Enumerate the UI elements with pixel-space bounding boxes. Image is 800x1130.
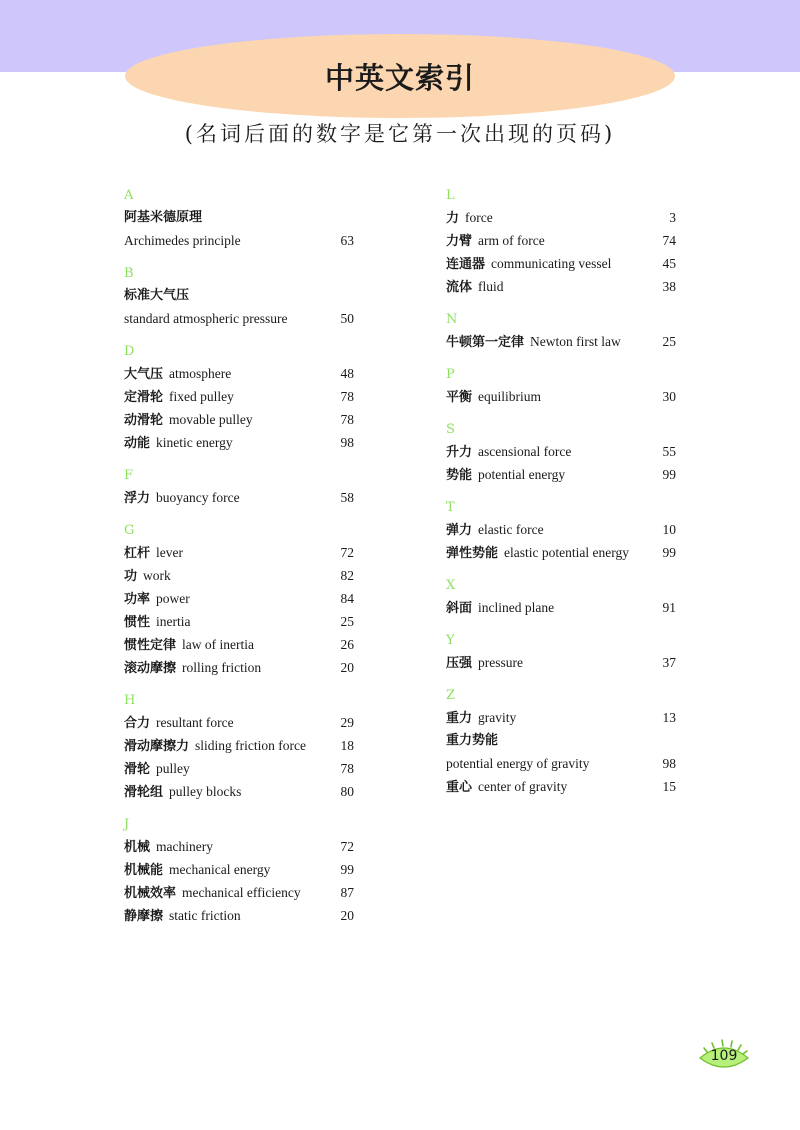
term-english: force (465, 210, 493, 225)
term-english: mechanical efficiency (182, 885, 301, 900)
section-letter: F (124, 468, 134, 483)
term-chinese: 杠杆 (124, 546, 151, 561)
index-entry (446, 752, 676, 775)
term-chinese: 浮力 (124, 491, 151, 506)
index-entry (446, 385, 676, 408)
page-ref: 98 (340, 435, 354, 450)
index-section (446, 631, 676, 682)
page-ref: 50 (340, 311, 354, 326)
page-ref: 20 (340, 660, 354, 675)
entry-term (446, 518, 544, 542)
term-chinese: 惯性定律 (124, 638, 177, 653)
index-section (446, 365, 676, 416)
term-english: lever (156, 545, 183, 560)
index-entry (446, 729, 676, 752)
index-entry (124, 734, 354, 757)
index-entry (124, 541, 354, 564)
term-chinese: 机械能 (124, 863, 164, 878)
term-english: ascensional force (478, 444, 572, 459)
term-english: inertia (156, 614, 191, 629)
entry-term (446, 775, 567, 799)
entry-term (124, 206, 202, 229)
index-entry (124, 610, 354, 633)
term-english: atmosphere (169, 366, 232, 381)
entry-term (124, 541, 183, 565)
term-chinese: 惯性 (124, 615, 151, 630)
page-ref: 82 (340, 568, 354, 583)
index-entry (124, 757, 354, 780)
term-chinese: 重心 (446, 780, 473, 795)
page-ref: 29 (340, 715, 354, 730)
page-ref: 84 (340, 591, 354, 606)
term-chinese: 重力势能 (446, 733, 499, 748)
term-english: gravity (478, 710, 517, 725)
term-chinese: 功率 (124, 592, 151, 607)
term-english: equilibrium (478, 389, 542, 404)
term-chinese: 牛顿第一定律 (446, 335, 525, 350)
page-ref: 99 (662, 467, 676, 482)
page-ref: 25 (662, 334, 676, 349)
term-english: elastic potential energy (504, 545, 629, 560)
term-chinese: 重力 (446, 711, 473, 726)
term-english: sliding friction force (195, 738, 306, 753)
section-letter: L (446, 188, 455, 203)
page-ref: 26 (340, 637, 354, 652)
page-ref: 78 (340, 761, 354, 776)
section-letter: H (124, 693, 136, 708)
index-section (124, 186, 354, 260)
term-english: resultant force (156, 715, 234, 730)
section-letter: Z (446, 688, 456, 703)
term-chinese: 功 (124, 569, 138, 584)
index-entry (124, 656, 354, 679)
term-english: rolling friction (182, 660, 262, 675)
section-letter: T (446, 500, 455, 515)
entry-term (124, 362, 231, 386)
term-english: static friction (169, 908, 241, 923)
page-ref: 74 (662, 233, 676, 248)
index-entry (446, 596, 676, 619)
entry-term (124, 486, 240, 510)
page-subtitle: (名词后面的数字是它第一次出现的页码) (184, 122, 616, 146)
term-english: potential energy of gravity (446, 756, 590, 771)
page-ref: 99 (340, 862, 354, 877)
term-chinese: 静摩擦 (124, 909, 164, 924)
index-section (124, 691, 354, 811)
section-letter: N (446, 312, 458, 327)
index-entry (124, 229, 354, 252)
section-letter: X (446, 578, 456, 593)
term-english: arm of force (478, 233, 545, 248)
entry-term (446, 229, 545, 253)
term-chinese: 滑轮 (124, 762, 151, 777)
term-chinese: 弹性势能 (446, 546, 499, 561)
entry-term (124, 385, 234, 409)
index-section (124, 466, 354, 517)
term-chinese: 合力 (124, 716, 151, 731)
section-letter: Y (446, 633, 455, 648)
term-chinese: 动滑轮 (124, 413, 164, 428)
index-entry (446, 775, 676, 798)
term-chinese: 斜面 (446, 601, 473, 616)
entry-term (124, 610, 191, 634)
entry-term (124, 431, 233, 455)
term-english: standard atmospheric pressure (124, 311, 288, 326)
page-ref: 37 (662, 655, 676, 670)
term-chinese: 弹力 (446, 523, 473, 538)
title-banner (125, 34, 675, 118)
index-entry (124, 780, 354, 803)
term-chinese: 力 (446, 211, 460, 226)
index-section (446, 498, 676, 572)
term-chinese: 滚动摩擦 (124, 661, 177, 676)
page-ref: 91 (662, 600, 676, 615)
index-section (446, 576, 676, 627)
entry-term (124, 757, 190, 781)
term-english: buoyancy force (156, 490, 240, 505)
term-chinese: 流体 (446, 280, 473, 295)
page-ref: 78 (340, 412, 354, 427)
index-section (446, 686, 676, 806)
index-entry (446, 518, 676, 541)
index-section (446, 186, 676, 306)
page-ref: 63 (340, 233, 354, 248)
index-entry (124, 711, 354, 734)
page-ref: 98 (662, 756, 676, 771)
page-ref: 72 (340, 839, 354, 854)
entry-term (446, 752, 589, 776)
index-section (124, 815, 354, 935)
index-entry (124, 881, 354, 904)
index-entry (124, 486, 354, 509)
term-english: pressure (478, 655, 523, 670)
entry-term (124, 904, 241, 928)
entry-term (446, 440, 571, 464)
index-entry (446, 229, 676, 252)
term-english: law of inertia (182, 637, 254, 652)
section-letter: P (446, 367, 455, 382)
index-entry (446, 651, 676, 674)
term-chinese: 压强 (446, 656, 473, 671)
index-entry (446, 330, 676, 353)
page-ref: 80 (340, 784, 354, 799)
page-ref: 20 (340, 908, 354, 923)
entry-term (446, 330, 621, 354)
page-ref: 38 (662, 279, 676, 294)
term-english: pulley (156, 761, 190, 776)
index-entry (124, 835, 354, 858)
entry-term (124, 835, 213, 859)
term-english: machinery (156, 839, 213, 854)
page-ref: 25 (340, 614, 354, 629)
term-english: elastic force (478, 522, 544, 537)
index-entry (446, 706, 676, 729)
index-entry (124, 587, 354, 610)
index-entry (124, 408, 354, 431)
index-section (124, 521, 354, 687)
index-entry (446, 440, 676, 463)
index-column-left (124, 186, 354, 939)
index-entry (446, 206, 676, 229)
term-chinese: 阿基米德原理 (124, 210, 203, 225)
term-chinese: 标准大气压 (124, 288, 190, 303)
index-entry (124, 284, 354, 307)
term-chinese: 平衡 (446, 390, 473, 405)
page-ref: 13 (662, 710, 676, 725)
term-english: fixed pulley (169, 389, 234, 404)
term-english: kinetic energy (156, 435, 233, 450)
page-ref: 58 (340, 490, 354, 505)
index-entry (124, 206, 354, 229)
section-letter: G (124, 523, 135, 538)
index-entry (124, 431, 354, 454)
entry-term (124, 633, 254, 657)
entry-term (446, 729, 498, 752)
term-english: Newton first law (530, 334, 621, 349)
entry-term (124, 656, 261, 680)
term-english: potential energy (478, 467, 566, 482)
entry-term (446, 541, 629, 565)
entry-term (124, 408, 253, 432)
entry-term (124, 229, 241, 253)
page-ref: 30 (662, 389, 676, 404)
entry-term (124, 858, 270, 882)
index-section (124, 342, 354, 462)
term-english: movable pulley (169, 412, 253, 427)
index-entry (446, 463, 676, 486)
index-entry (446, 541, 676, 564)
index-entry (124, 385, 354, 408)
entry-term (124, 780, 241, 804)
term-english: inclined plane (478, 600, 555, 615)
index-section (446, 420, 676, 494)
term-chinese: 滑轮组 (124, 785, 164, 800)
entry-term (124, 284, 189, 307)
entry-term (124, 881, 301, 905)
term-english: power (156, 591, 190, 606)
index-column-right (446, 186, 676, 810)
entry-term (446, 706, 516, 730)
term-english: work (143, 568, 171, 583)
entry-term (446, 252, 611, 276)
page-ref: 3 (669, 210, 676, 225)
term-chinese: 机械效率 (124, 886, 177, 901)
page-ref: 18 (340, 738, 354, 753)
index-entry (124, 858, 354, 881)
entry-term (124, 587, 190, 611)
term-english: center of gravity (478, 779, 568, 794)
entry-term (124, 307, 287, 331)
entry-term (124, 711, 234, 735)
entry-term (124, 734, 306, 758)
term-english: pulley blocks (169, 784, 242, 799)
term-chinese: 力臂 (446, 234, 473, 249)
index-entry (124, 564, 354, 587)
term-chinese: 机械 (124, 840, 151, 855)
entry-term (446, 463, 565, 487)
section-letter: S (446, 422, 455, 437)
page-ref: 45 (662, 256, 676, 271)
term-chinese: 动能 (124, 436, 151, 451)
section-letter: A (124, 188, 134, 203)
entry-term (124, 564, 171, 588)
page-ref: 10 (662, 522, 676, 537)
entry-term (446, 275, 504, 299)
term-chinese: 势能 (446, 468, 473, 483)
term-english: Archimedes principle (124, 233, 241, 248)
index-entry (124, 307, 354, 330)
index-entry (446, 252, 676, 275)
page-ref: 72 (340, 545, 354, 560)
index-entry (446, 275, 676, 298)
page-ref: 99 (662, 545, 676, 560)
term-chinese: 连通器 (446, 257, 486, 272)
page-ref: 48 (340, 366, 354, 381)
index-entry (124, 633, 354, 656)
page-ref: 55 (662, 444, 676, 459)
page-ref: 78 (340, 389, 354, 404)
page-number: 109 (710, 1048, 738, 1064)
term-english: communicating vessel (491, 256, 612, 271)
entry-term (446, 206, 493, 230)
page-number-badge (696, 1036, 752, 1078)
index-entry (124, 904, 354, 927)
section-letter: J (124, 817, 130, 832)
term-chinese: 升力 (446, 445, 473, 460)
page-title: 中英文索引 (324, 60, 475, 95)
section-letter: D (124, 344, 135, 359)
term-chinese: 滑动摩擦力 (124, 739, 190, 754)
term-english: mechanical energy (169, 862, 271, 877)
term-chinese: 定滑轮 (124, 390, 164, 405)
page-ref: 87 (340, 885, 354, 900)
section-letter: B (124, 266, 134, 281)
entry-term (446, 385, 541, 409)
term-english: fluid (478, 279, 504, 294)
index-entry (124, 362, 354, 385)
index-section (124, 264, 354, 338)
term-chinese: 大气压 (124, 367, 164, 382)
entry-term (446, 596, 554, 620)
index-section (446, 310, 676, 361)
entry-term (446, 651, 523, 675)
page-ref: 15 (662, 779, 676, 794)
